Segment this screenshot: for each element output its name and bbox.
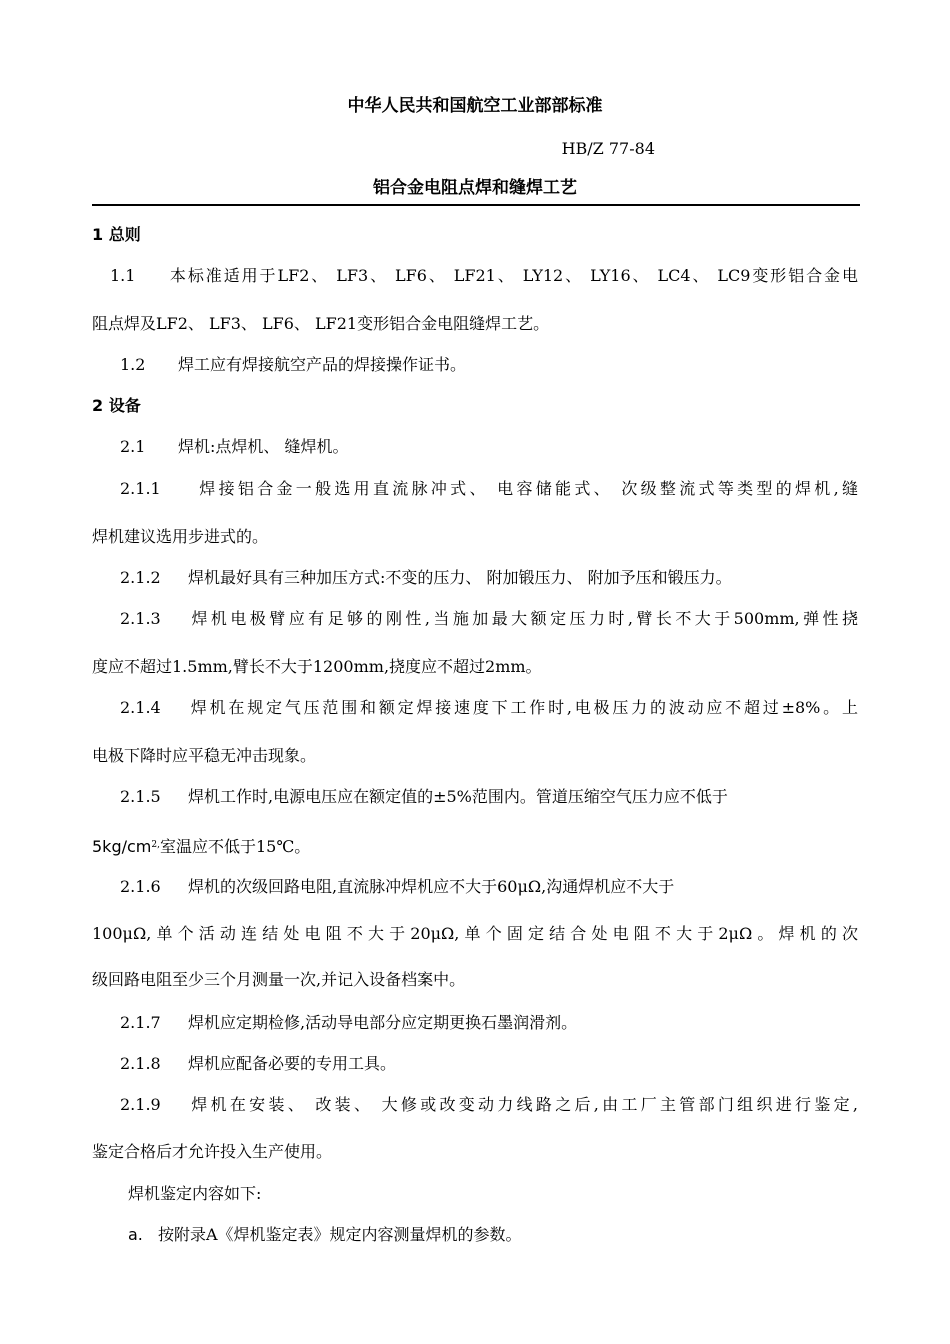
para-2-1-5-line2 [92,834,858,858]
para-2-1-text: 焊机:点焊机、 缝焊机。 [178,437,349,456]
para-2-1-number: 2.1 [120,437,146,456]
para-2-1-8-text: 焊机应配备必要的专用工具。 [188,1054,397,1073]
para-2-1-1-line1 [120,478,858,500]
para-1-2-number: 1.2 [120,355,146,374]
para-2-1-4-text: 焊机在规定气压范围和额定焊接速度下工作时,电极压力的波动应不超过±8%。上 [188,698,858,717]
document-title: 铝合金电阻点焊和缝焊工艺 [373,178,577,198]
para-1-1-number: 1.1 [110,266,136,285]
para-2-1-4-line1 [120,697,858,719]
para-2-1-6-line3: 级回路电阻至少三个月测量一次,并记入设备档案中。 [92,970,466,989]
para-2-1-9-text: 焊机在安装、 改装、 大修或改变动力线路之后,由工厂主管部门组织进行鉴定, [188,1095,858,1114]
para-2-1-3-line2: 度应不超过1.5mm,臂长不大于1200mm,挠度应不超过2mm。 [92,657,542,676]
para-2-1-2-number: 2.1.2 [120,568,161,587]
para-1-1-text: 本标准适用于LF2、 LF3、 LF6、 LF21、 LY12、 LY16、 LC4、 LC9变形铝合金电 [168,266,858,285]
para-2-1-2-text: 焊机最好具有三种加压方式:不变的压力、 附加锻压力、 附加予压和锻压力。 [188,568,732,587]
para-2-1-8 [120,1053,858,1075]
para-2-1-6-text: 焊机的次级回路电阻,直流脉冲焊机应不大于60μΩ,沟通焊机应不大于 [188,877,675,896]
para-2-1-6-line2: 100μΩ,单个活动连结处电阻不大于20μΩ,单个固定结合处电阻不大于2μΩ。焊机的次 [92,924,858,943]
para-2-1-1-text: 焊接铝合金一般选用直流脉冲式、 电容储能式、 次级整流式等类型的焊机,缝 [196,479,858,498]
pressure-unit: 5kg/cm [92,837,152,856]
section-1-heading: 1 总则 [92,225,141,244]
para-2-1-9-line1 [120,1094,858,1116]
para-2-1-6-line1 [120,876,858,898]
para-2-1-3-text: 焊机电极臂应有足够的刚性,当施加最大额定压力时,臂长不大于500mm,弹性挠 [188,609,858,628]
para-2-1-4-number: 2.1.4 [120,698,161,717]
para-2-1-2 [120,567,858,589]
para-2-1-3-number: 2.1.3 [120,609,161,628]
evaluation-item-a [128,1224,858,1246]
para-2-1-8-number: 2.1.8 [120,1054,161,1073]
para-2-1-5-line1 [120,786,858,808]
section-2-heading: 2 设备 [92,396,141,415]
evaluation-intro: 焊机鉴定内容如下: [128,1184,262,1203]
standard-org-title: 中华人民共和国航空工业部部标准 [347,96,603,116]
para-1-2-text: 焊工应有焊接航空产品的焊接操作证书。 [178,355,467,374]
standard-code: HB/Z 77-84 [561,139,655,158]
para-2-1-9-line2: 鉴定合格后才允许投入生产使用。 [92,1142,333,1161]
para-2-1-9-number: 2.1.9 [120,1095,161,1114]
para-2-1-6-number: 2.1.6 [120,877,161,896]
title-rule [92,204,860,206]
pressure-unit-sup: 2, [151,840,160,850]
para-2-1-4-line2: 电极下降时应平稳无冲击现象。 [92,746,317,765]
para-1-1-line1 [110,265,858,287]
para-2-1-5-line2-text: 室温应不低于15℃。 [159,837,311,856]
para-1-2 [120,354,858,376]
para-2-1-1-number: 2.1.1 [120,479,161,498]
para-1-1-line2: 阻点焊及LF2、 LF3、 LF6、 LF21变形铝合金电阻缝焊工艺。 [92,314,550,333]
para-2-1-5-number: 2.1.5 [120,787,161,806]
para-2-1-7 [120,1012,858,1034]
item-a-text: 按附录A《焊机鉴定表》规定内容测量焊机的参数。 [158,1225,522,1244]
para-2-1-1-line2: 焊机建议选用步进式的。 [92,527,269,546]
para-2-1-3-line1 [120,608,858,630]
item-a-label: a. [128,1225,143,1244]
para-2-1-7-number: 2.1.7 [120,1013,161,1032]
para-2-1-7-text: 焊机应定期检修,活动导电部分应定期更换石墨润滑剂。 [188,1013,578,1032]
para-2-1-5-text: 焊机工作时,电源电压应在额定值的±5%范围内。管道压缩空气压力应不低于 [188,787,728,806]
para-2-1 [120,436,858,458]
